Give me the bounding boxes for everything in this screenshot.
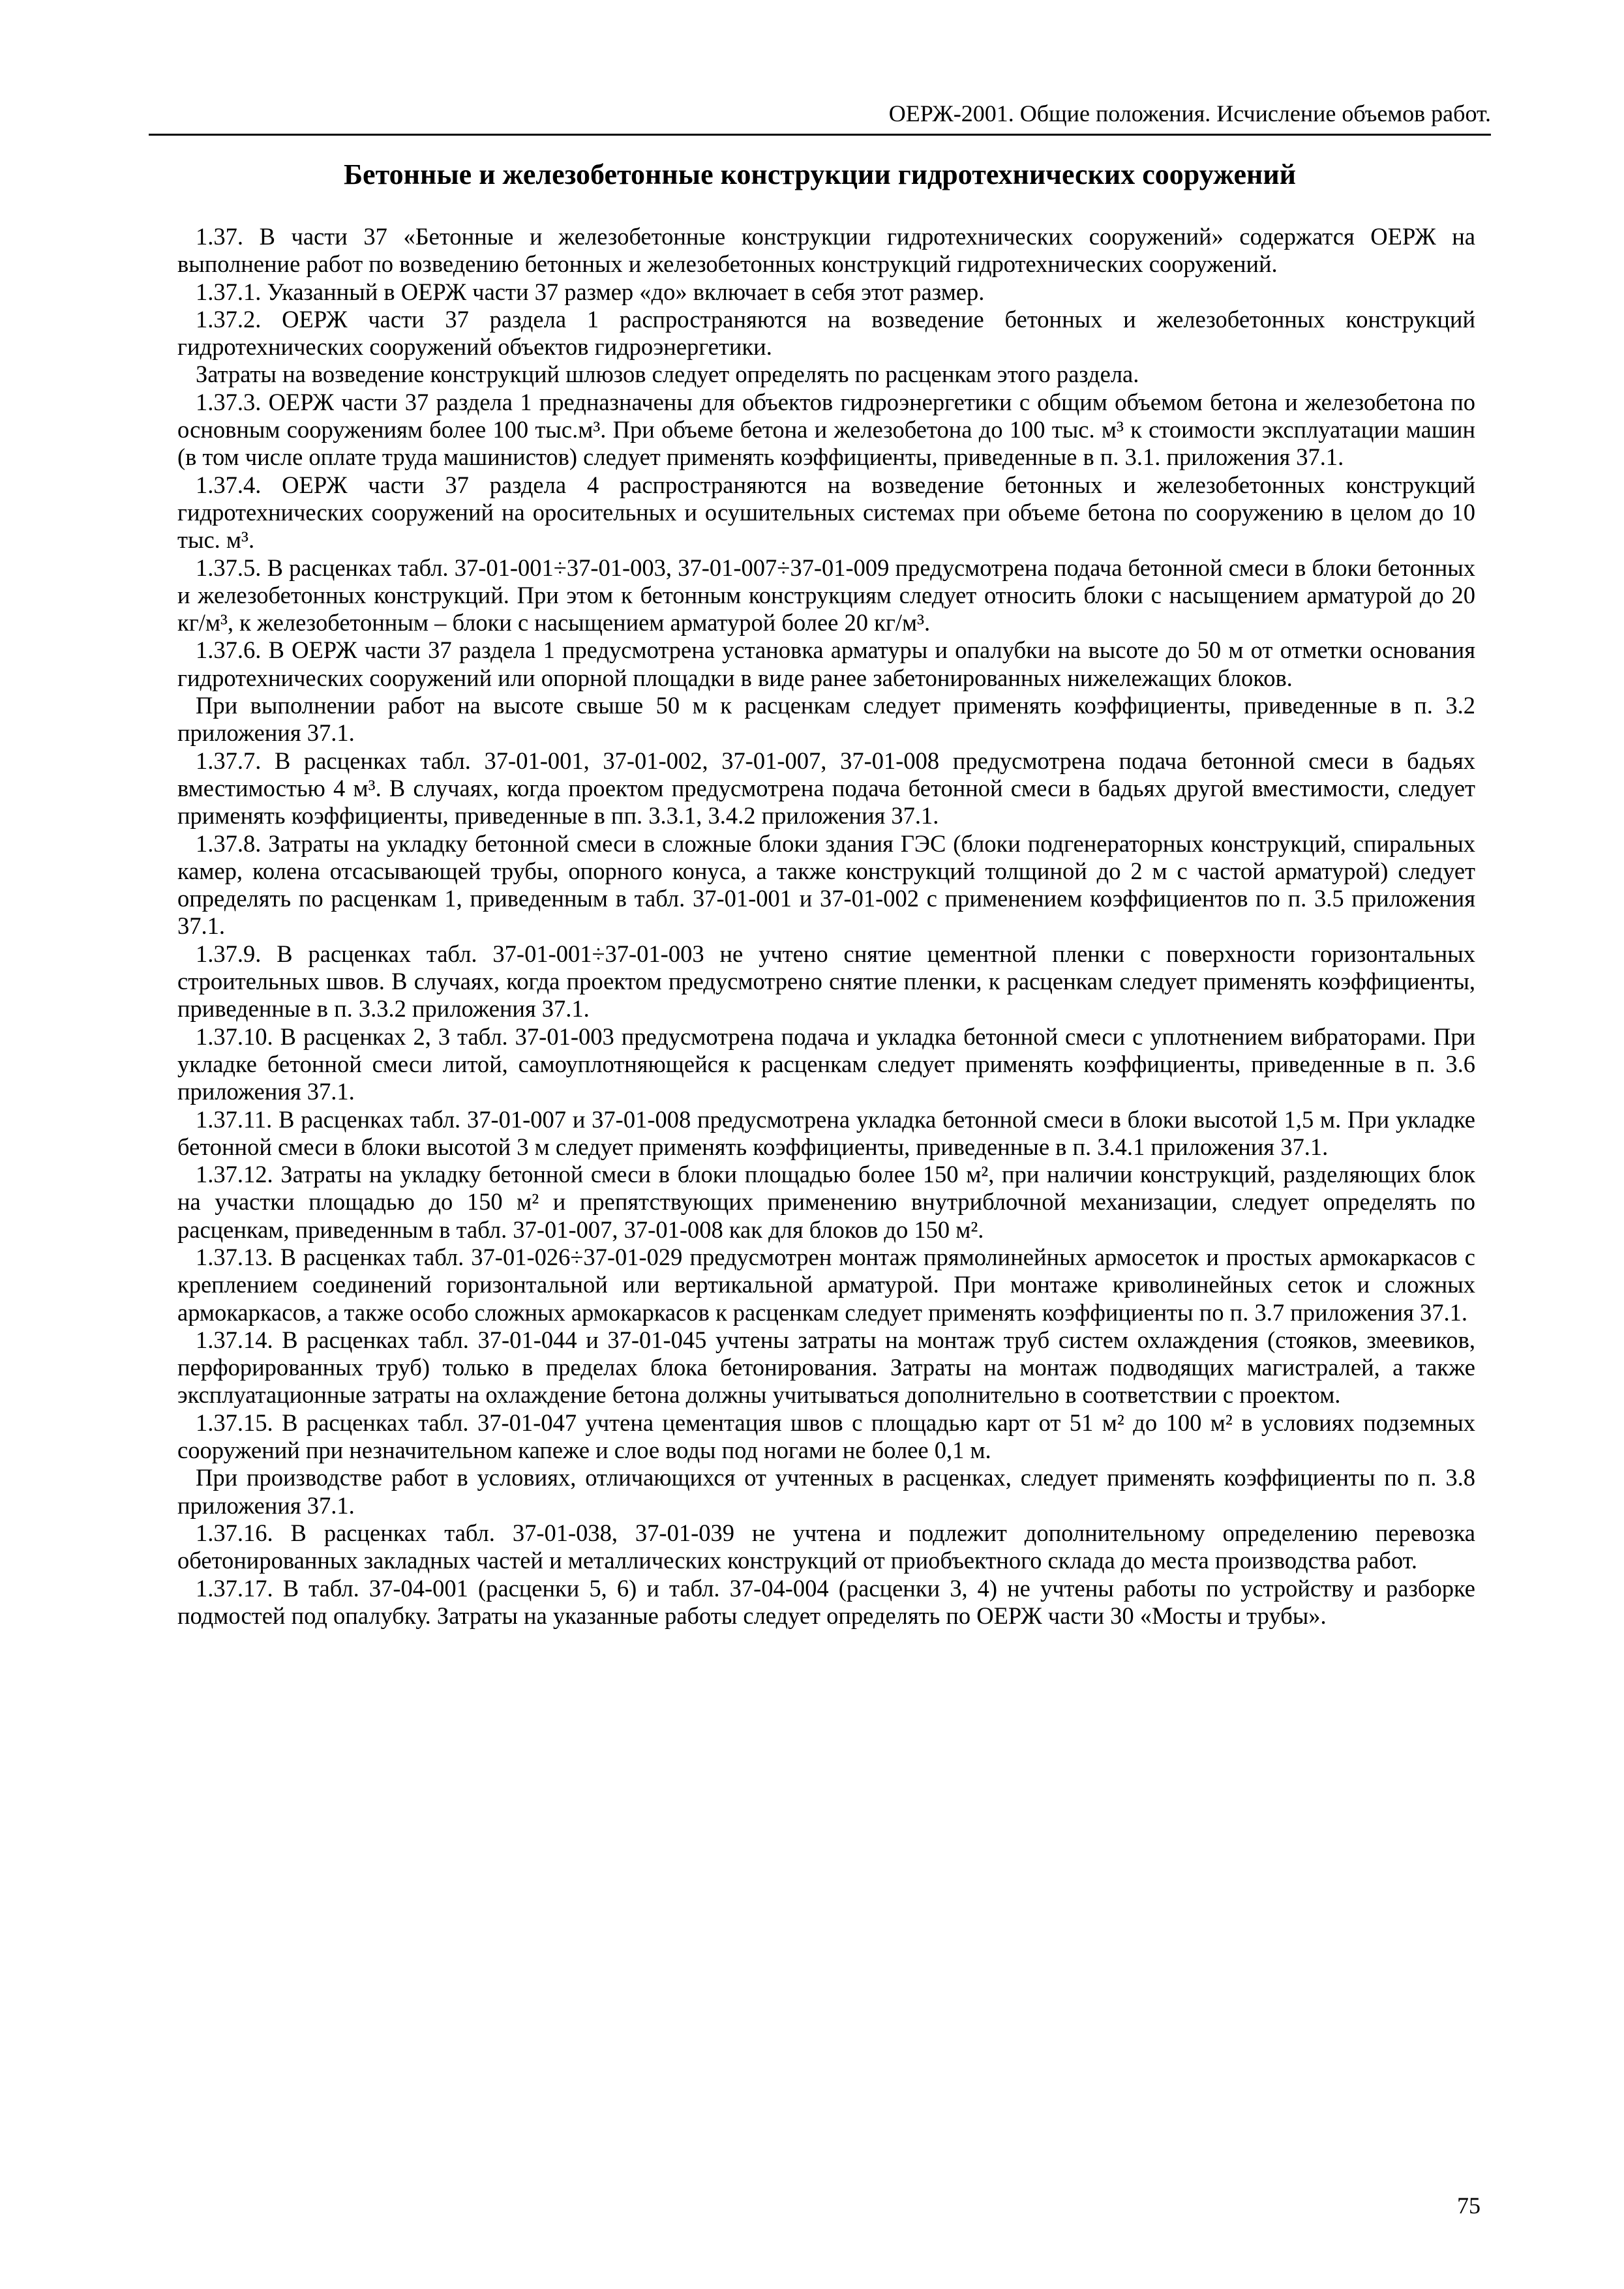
paragraph-1-37-15: 1.37.15. В расценках табл. 37-01-047 учтена цементация швов с площадью карт от 51 м² до 100 м² в условиях подземных сооружений при незначительном капеже и слое воды под ногами не более 0,1 м. — [177, 1409, 1475, 1464]
header-rule — [149, 134, 1491, 136]
paragraph-1-37-5: 1.37.5. В расценках табл. 37-01-001÷37-01-003, 37-01-007÷37-01-009 предусмотрена подача бетонной смеси в блоки бетонных и железобетонных конструкций. При этом к бетонным конструкциям следует относить блоки с насыщением арматурой до 20 кг/м³, к железобетонным – блоки с насыщением арматурой более 20 кг/м³. — [177, 554, 1475, 636]
paragraph-1-37: 1.37. В части 37 «Бетонные и железобетонные конструкции гидротехнических сооружений» содержатся ОЕРЖ на выполнение работ по возведению бетонных и железобетонных конструкций гидротехнических сооружений. — [177, 223, 1475, 278]
paragraph-1-37-3: 1.37.3. ОЕРЖ части 37 раздела 1 предназначены для объектов гидроэнергетики с общим объемом бетона и железобетона по основным сооружениям более 100 тыс.м³. При объеме бетона и железобетона до 100 тыс. м³ к стоимости эксплуатации машин (в том числе оплате труда машинистов) следует применять коэффициенты, приведенные в п. 3.1. приложения 37.1. — [177, 388, 1475, 471]
paragraph-1-37-11: 1.37.11. В расценках табл. 37-01-007 и 37-01-008 предусмотрена укладка бетонной смеси в блоки высотой 1,5 м. При укладке бетонной смеси в блоки высотой 3 м следует применять коэффициенты, приведенные в п. 3.4.1 приложения 37.1. — [177, 1105, 1475, 1160]
paragraph-1-37-13: 1.37.13. В расценках табл. 37-01-026÷37-01-029 предусмотрен монтаж прямолинейных армосеток и простых армокаркасов с креплением соединений горизонтальной или вертикальной арматурой. При монтаже криволинейных сеток и сложных армокаркасов, а также особо сложных армокаркасов к расценкам следует применять коэффициенты по п. 3.7 приложения 37.1. — [177, 1243, 1475, 1326]
paragraph-1-37-2: 1.37.2. ОЕРЖ части 37 раздела 1 распространяются на возведение бетонных и железобетонных конструкций гидротехнических сооружений объектов гидроэнергетики. — [177, 305, 1475, 361]
paragraph-1-37-9: 1.37.9. В расценках табл. 37-01-001÷37-01-003 не учтено снятие цементной пленки с поверхности горизонтальных строительных швов. В случаях, когда проектом предусмотрено снятие пленки, к расценкам следует применять коэффициенты, приведенные в п. 3.3.2 приложения 37.1. — [177, 940, 1475, 1023]
paragraph-1-37-6-cont: При выполнении работ на высоте свыше 50 м к расценкам следует применять коэффициенты, приведенные в п. 3.2 приложения 37.1. — [177, 692, 1475, 747]
paragraph-1-37-8: 1.37.8. Затраты на укладку бетонной смеси в сложные блоки здания ГЭС (блоки подгенераторных конструкций, спиральных камер, колена отсасывающей трубы, опорного конуса, а также конструкций толщиной до 2 м с частой арматурой) следует определять по расценкам 1, приведенным в табл. 37-01-001 и 37-01-002 с применением коэффициентов по п. 3.5 приложения 37.1. — [177, 830, 1475, 940]
paragraph-1-37-6: 1.37.6. В ОЕРЖ части 37 раздела 1 предусмотрена установка арматуры и опалубки на высоте до 50 м от отметки основания гидротехнических сооружений или опорной площадки в виде ранее забетонированных нижележащих блоков. — [177, 636, 1475, 691]
paragraph-1-37-2-cont: Затраты на возведение конструкций шлюзов следует определять по расценкам этого раздела. — [196, 361, 1139, 388]
paragraph-1-37-14: 1.37.14. В расценках табл. 37-01-044 и 37-01-045 учтены затраты на монтаж труб систем охлаждения (стояков, змеевиков, перфорированных труб) только в пределах блока бетонирования. Затраты на монтаж подводящих магистралей, а также эксплуатационные затраты на охлаждение бетона должны учитываться дополнительно в соответствии с проектом. — [177, 1326, 1475, 1409]
paragraph-1-37-17: 1.37.17. В табл. 37-04-001 (расценки 5, 6) и табл. 37-04-004 (расценки 3, 4) не учтены работы по устройству и разборке подмостей под опалубку. Затраты на указанные работы следует определять по ОЕРЖ части 30 «Мосты и трубы». — [177, 1574, 1475, 1629]
running-header: ОЕРЖ-2001. Общие положения. Исчисление объемов работ. — [888, 100, 1491, 127]
paragraph-1-37-4: 1.37.4. ОЕРЖ части 37 раздела 4 распространяются на возведение бетонных и железобетонных конструкций гидротехнических сооружений на оросительных и осушительных системах при объеме бетона по сооружению в целом до 10 тыс. м³. — [177, 471, 1475, 554]
paragraph-1-37-7: 1.37.7. В расценках табл. 37-01-001, 37-01-002, 37-01-007, 37-01-008 предусмотрена подача бетонной смеси в бадьях вместимостью 4 м³. В случаях, когда проектом предусмотрена подача бетонной смеси в бадьях другой вместимости, следует применять коэффициенты, приведенные в пп. 3.3.1, 3.4.2 приложения 37.1. — [177, 747, 1475, 830]
document-body — [177, 223, 1475, 1630]
paragraph-1-37-10: 1.37.10. В расценках 2, 3 табл. 37-01-003 предусмотрена подача и укладка бетонной смеси с уплотнением вибраторами. При укладке бетонной смеси литой, самоуплотняющейся к расценкам следует применять коэффициенты, приведенные в п. 3.6 приложения 37.1. — [177, 1023, 1475, 1105]
section-title: Бетонные и железобетонные конструкции гидротехнических сооружений — [343, 158, 1297, 190]
paragraph-1-37-16: 1.37.16. В расценках табл. 37-01-038, 37-01-039 не учтена и подлежит дополнительному определению перевозка обетонированных закладных частей и металлических конструкций от приобъектного склада до места производства работ. — [177, 1519, 1475, 1574]
paragraph-1-37-1: 1.37.1. Указанный в ОЕРЖ части 37 размер «до» включает в себя этот размер. — [196, 278, 985, 305]
page-number: 75 — [1457, 2192, 1481, 2219]
paragraph-1-37-15-cont: При производстве работ в условиях, отличающихся от учтенных в расценках, следует применять коэффициенты по п. 3.8 приложения 37.1. — [177, 1464, 1475, 1519]
paragraph-1-37-12: 1.37.12. Затраты на укладку бетонной смеси в блоки площадью более 150 м², при наличии конструкций, разделяющих блок на участки площадью до 150 м² и препятствующих применению внутриблочной механизации, следует определять по расценкам, приведенным в табл. 37-01-007, 37-01-008 как для блоков до 150 м². — [177, 1161, 1475, 1243]
